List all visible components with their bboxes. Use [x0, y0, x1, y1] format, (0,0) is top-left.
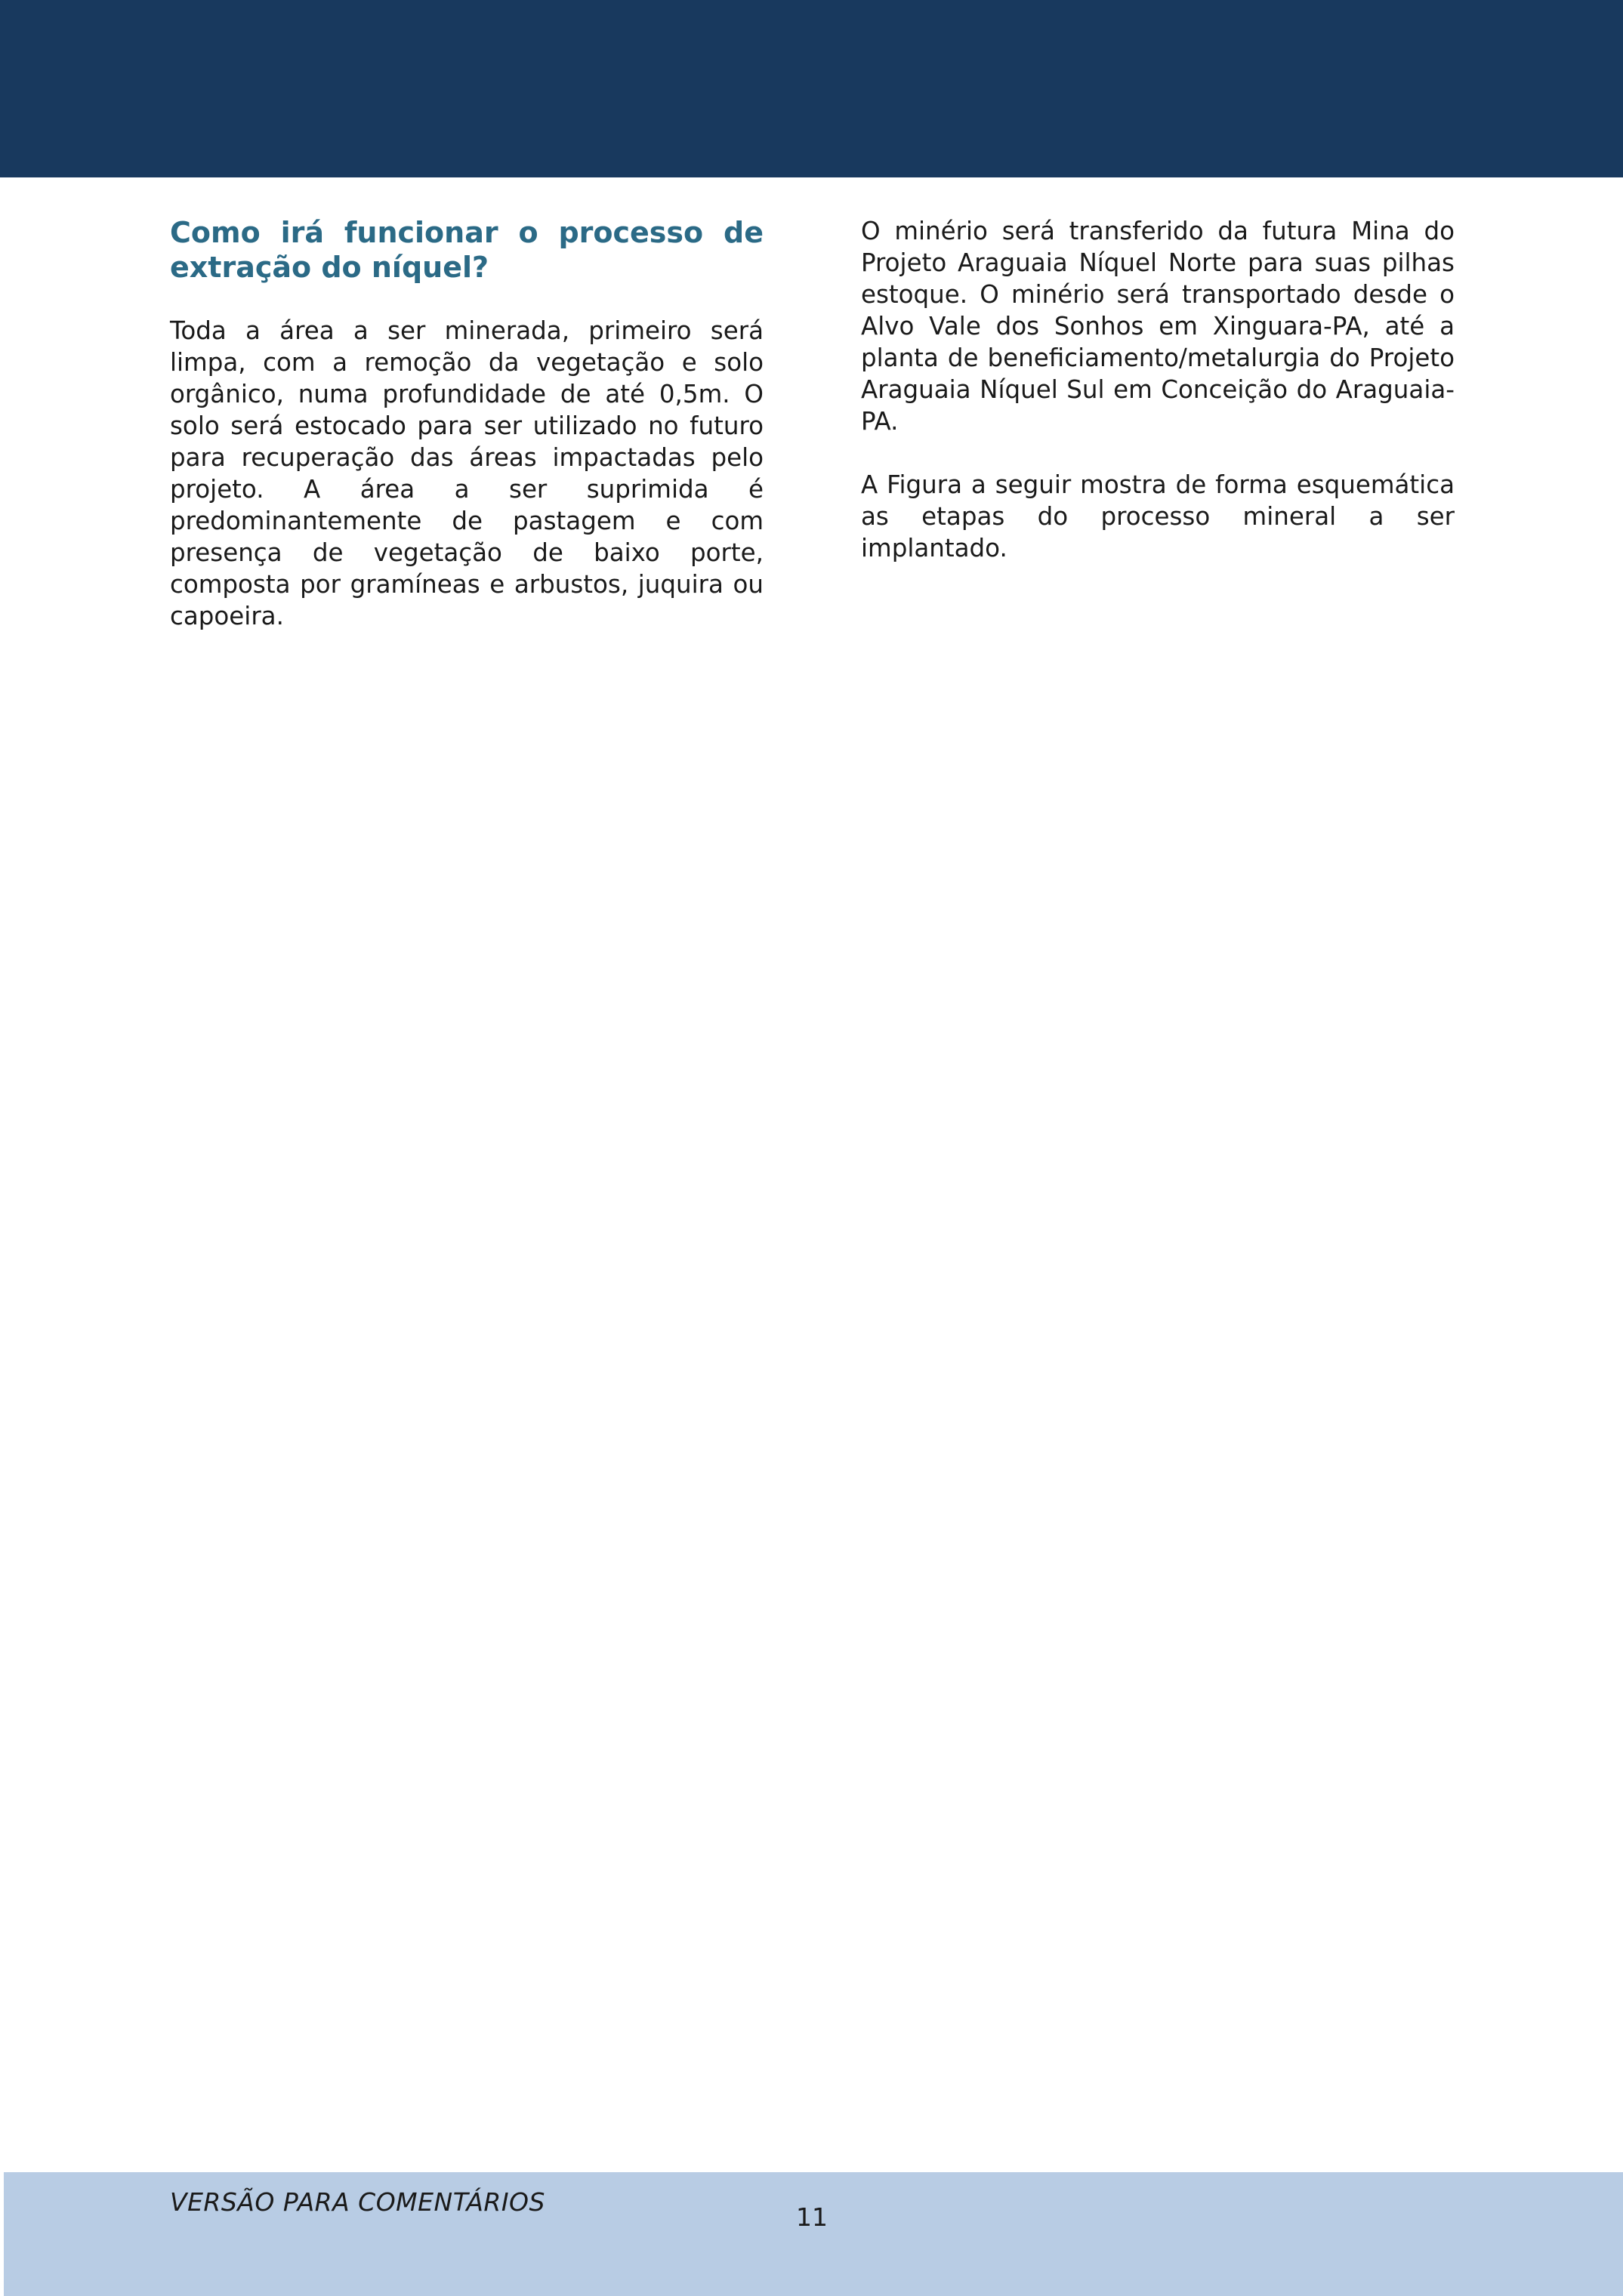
body-paragraph: A Figura a seguir mostra de forma esquemática as etapas do processo mineral a ser implantado.: [861, 470, 1455, 562]
right-column: [861, 215, 1455, 564]
page-number: 11: [796, 2202, 828, 2232]
footer-version-label: VERSÃO PARA COMENTÁRIOS: [170, 2187, 545, 2217]
body-paragraph: O minério será transferido da futura Mina do Projeto Araguaia Níquel Norte para suas pilhas estoque. O minério será transportado desde o Alvo Vale dos Sonhos em Xinguara-PA, até a planta de beneficiamento/metalurgia do Projeto Araguaia Níquel Sul em Conceição do Araguaia-PA.: [861, 217, 1455, 436]
body-paragraph: Toda a área a ser minerada, primeiro será limpa, com a remoção da vegetação e solo orgânico, numa profundidade de até 0,5m. O solo será estocado para ser utilizado no futuro para recuperação das áreas impactadas pelo projeto. A área a ser suprimida é predominantemente de pastagem e com presença de vegetação de baixo porte, composta por gramíneas e arbustos, juquira ou capoeira.: [170, 316, 764, 630]
header-band: [0, 0, 1623, 177]
left-column: [170, 215, 764, 632]
section-heading: Como irá funcionar o processo de extração do níquel?: [170, 216, 764, 284]
